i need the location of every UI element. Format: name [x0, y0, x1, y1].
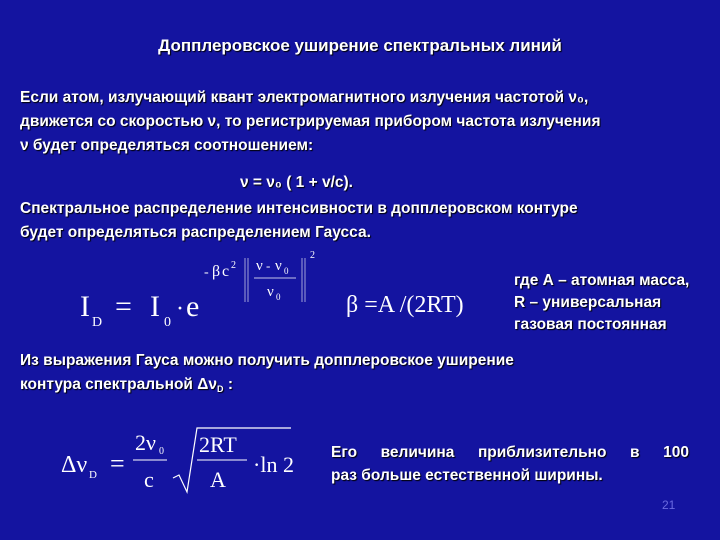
word: Его — [331, 444, 358, 461]
page-number: 21 — [662, 498, 676, 512]
formula-symbol: I — [80, 290, 90, 323]
paragraph-broadening — [20, 349, 700, 401]
word: уширение — [437, 352, 514, 369]
word: атом, — [62, 89, 104, 106]
formula-symbol: - — [266, 258, 271, 273]
paragraph-line: ν будет определяться соотношением: — [20, 137, 314, 154]
formula-symbol: c — [144, 467, 154, 492]
note-line: где А – атомная масса, — [514, 272, 690, 289]
paragraph-gauss-distribution — [20, 197, 700, 245]
formula-symbol: e — [186, 290, 200, 323]
doppler-width-formula — [55, 420, 315, 510]
doppler-frequency-formula: ν = ν₀ ( 1 + v/c). — [240, 174, 353, 191]
formula-symbol: c — [222, 263, 230, 280]
paragraph-line — [20, 86, 700, 110]
note-line: R – универсальная — [514, 294, 662, 311]
word: приблизительно — [477, 444, 607, 461]
text-span: контура спектральной Δν — [20, 376, 218, 393]
gauss-formula — [70, 248, 330, 338]
formula-superscript: 2 — [310, 250, 315, 261]
formula-symbol: A — [210, 467, 226, 492]
formula-symbol: ν — [256, 258, 263, 274]
formula-subscript: D — [89, 469, 97, 481]
formula-symbol: - — [204, 265, 209, 280]
formula-subscript: D — [92, 315, 103, 330]
paragraph-line — [20, 373, 700, 401]
paragraph-line — [20, 349, 700, 373]
subscript: D — [217, 384, 224, 394]
word: получить — [237, 352, 310, 369]
word: распределение — [133, 200, 253, 217]
paragraph-line: движется со скоростью ν, то регистрируемая прибором частота излучения — [20, 113, 601, 130]
word: ν₀, — [568, 89, 589, 106]
word: допплеровское — [314, 352, 433, 369]
paragraph-line: будет определяться распределением Гаусса. — [20, 224, 371, 241]
formula-symbol: Δν — [61, 452, 88, 478]
word: квант — [210, 89, 254, 106]
word: излучения — [409, 89, 491, 106]
formula-symbol: · — [176, 296, 184, 322]
word: частотой — [494, 89, 565, 106]
formula-subscript: 0 — [284, 266, 289, 276]
word: можно — [182, 352, 234, 369]
slide-title: Допплеровское уширение спектральных линий — [158, 36, 562, 55]
paragraph-line — [331, 441, 689, 464]
formula-subscript: 0 — [159, 446, 164, 457]
word: величина — [380, 444, 455, 461]
paragraph-magnitude — [331, 441, 689, 487]
word: излучающий — [108, 89, 207, 106]
formula-subscript: 0 — [276, 292, 281, 302]
note-line: газовая постоянная — [514, 316, 667, 333]
word: выражения — [43, 352, 132, 369]
formula-symbol: ·ln 2 — [253, 452, 294, 477]
note-legend — [514, 270, 719, 336]
word: Спектральное — [20, 200, 130, 217]
formula-symbol: 2ν — [135, 430, 156, 455]
word: допплеровском — [391, 200, 513, 217]
paragraph-line — [20, 197, 700, 221]
paragraph-doppler-intro — [20, 86, 700, 158]
text-span: : — [223, 376, 233, 393]
word: электромагнитного — [257, 89, 406, 106]
word: Гауса — [135, 352, 179, 369]
word: в — [377, 200, 387, 217]
formula-symbol: = — [115, 290, 132, 323]
word: в — [630, 444, 640, 461]
formula-superscript: 2 — [231, 260, 236, 271]
beta-formula: β =A /(2RT) — [346, 292, 464, 318]
paragraph-line: раз больше естественной ширины. — [331, 467, 603, 484]
formula-symbol: = — [110, 449, 125, 478]
word: 100 — [663, 444, 689, 461]
formula-symbol: β — [212, 263, 221, 280]
word: Из — [20, 352, 39, 369]
formula-symbol: I — [150, 290, 160, 323]
formula-symbol: ν — [267, 284, 274, 300]
word: Если — [20, 89, 59, 106]
word: контуре — [516, 200, 578, 217]
formula-symbol: ν — [275, 258, 282, 274]
formula-symbol: 2RT — [199, 432, 237, 457]
formula-subscript: 0 — [164, 315, 171, 330]
word: интенсивности — [256, 200, 373, 217]
